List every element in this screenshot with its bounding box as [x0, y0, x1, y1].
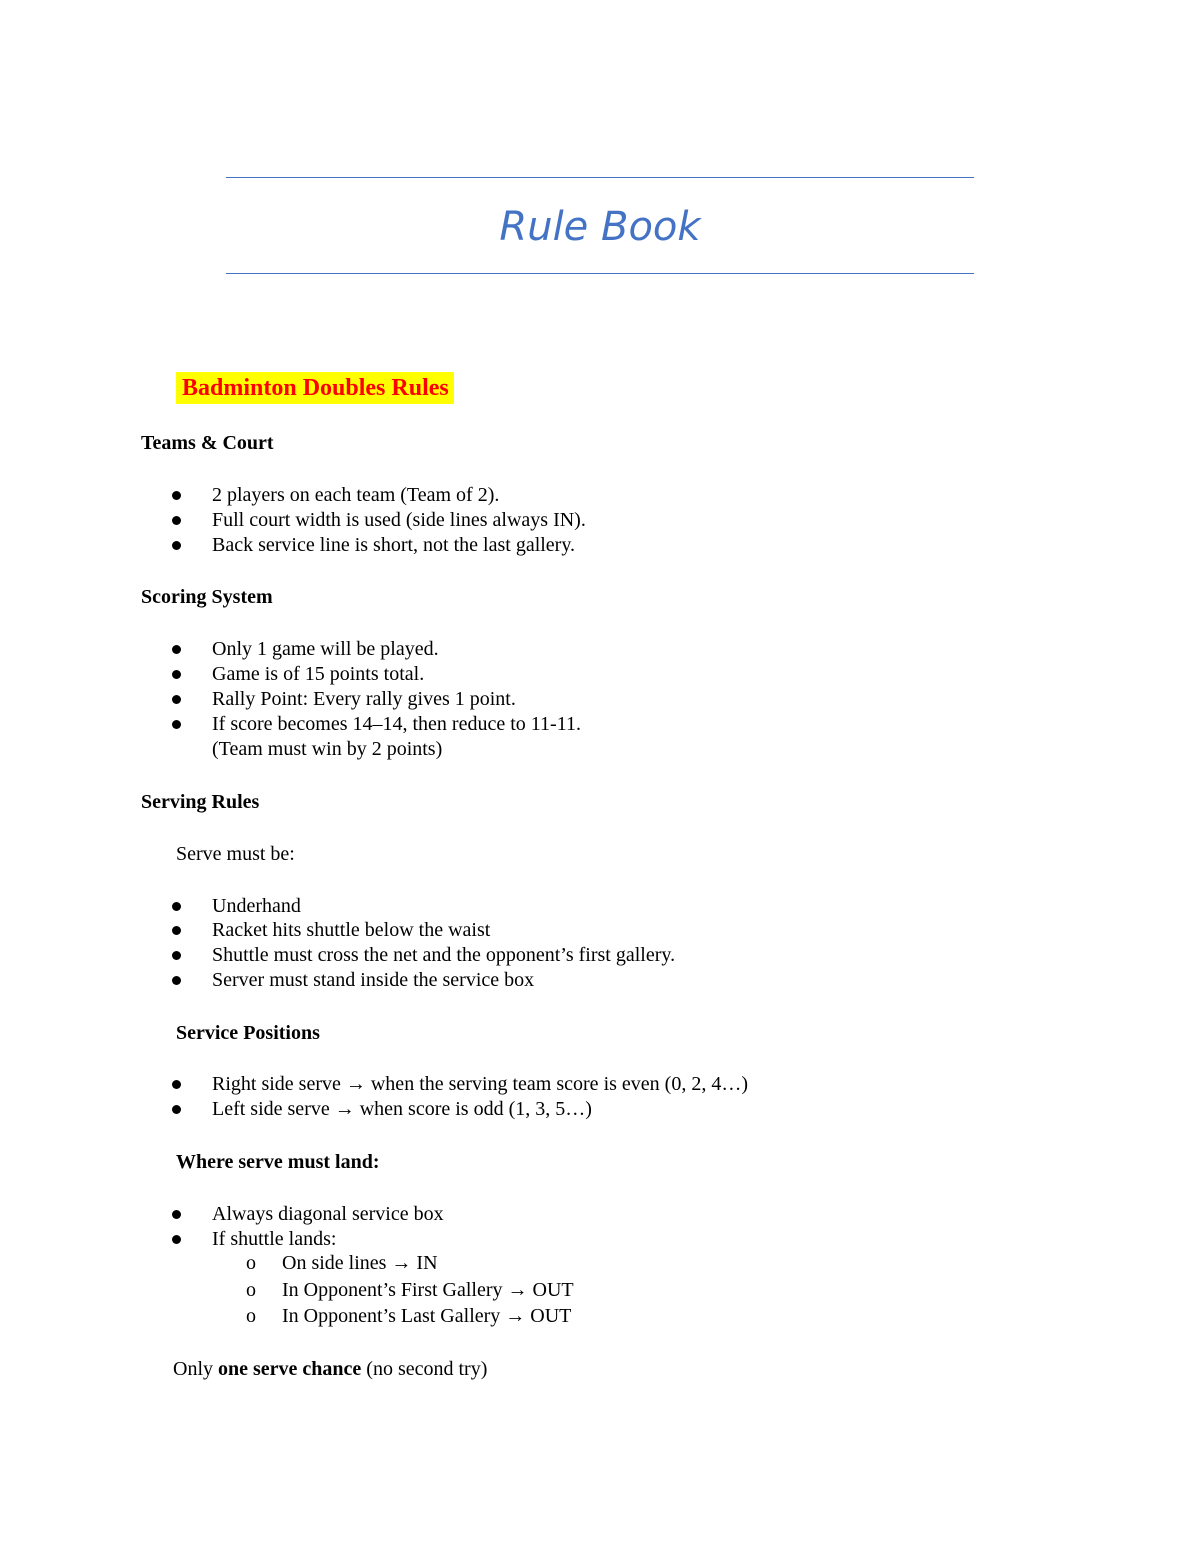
bullet-icon	[172, 1105, 181, 1114]
subsection-heading-service-positions: Service Positions	[176, 1022, 320, 1044]
bullet-icon	[172, 491, 181, 500]
bullet-icon	[172, 951, 181, 960]
closing-note: Only one serve chance (no second try)	[173, 1358, 488, 1380]
bullet-icon	[172, 976, 181, 985]
bullet-icon	[172, 516, 181, 525]
bullet-icon	[172, 695, 181, 704]
title-top-rule	[226, 177, 974, 178]
title-bottom-rule	[226, 273, 974, 274]
bullet-icon	[172, 670, 181, 679]
bullet-icon	[172, 1210, 181, 1219]
document-title: Rule Book	[499, 204, 701, 250]
section-heading-scoring: Scoring System	[141, 586, 273, 608]
section-heading-serving: Serving Rules	[141, 791, 260, 813]
closing-emphasis: one serve chance	[218, 1358, 362, 1380]
subsection-heading-serve-land: Where serve must land:	[176, 1151, 380, 1173]
bullet-icon	[172, 720, 181, 729]
bullet-icon	[172, 1080, 181, 1089]
bullet-icon	[172, 645, 181, 654]
bullet-icon	[172, 902, 181, 911]
section-heading-teams-court: Teams & Court	[141, 432, 274, 454]
bullet-icon	[172, 926, 181, 935]
bullet-icon	[172, 1235, 181, 1244]
hollow-bullet-icon: o	[246, 1279, 256, 1301]
bullet-icon	[172, 541, 181, 550]
scoring-continuation: (Team must win by 2 points)	[212, 738, 443, 760]
serving-intro: Serve must be:	[176, 843, 295, 865]
main-heading: Badminton Doubles Rules	[176, 372, 454, 404]
hollow-bullet-icon: o	[246, 1305, 256, 1327]
hollow-bullet-icon: o	[246, 1252, 256, 1274]
